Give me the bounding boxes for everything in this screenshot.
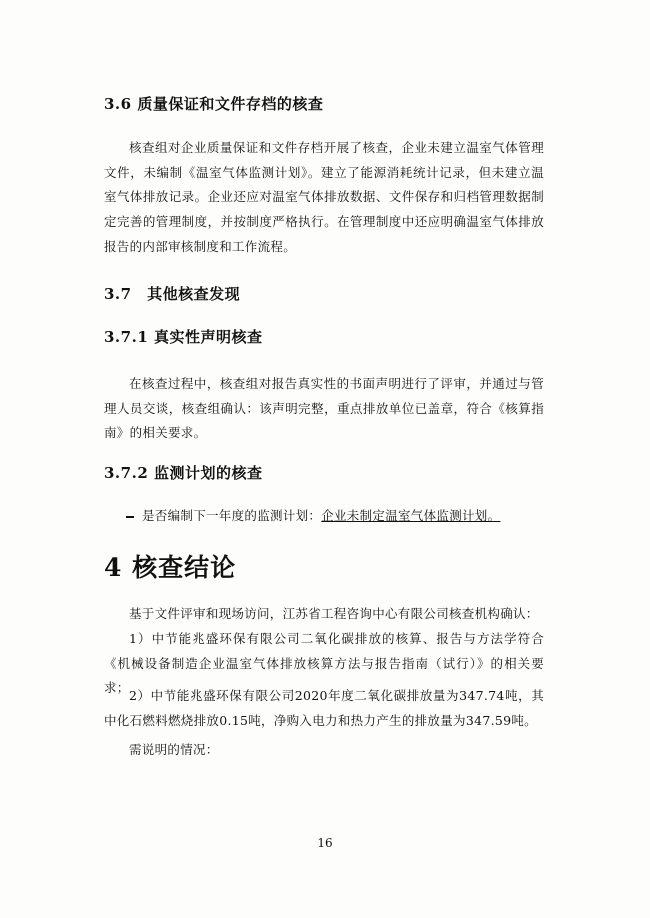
section-3-7-1-heading: 3.7.1 真实性声明核查 xyxy=(104,328,263,346)
conclusion-intro: 基于文件评审和现场访问，江苏省工程咨询中心有限公司核查机构确认： xyxy=(129,606,539,621)
conclusion-item-2: 2）中节能兆盛环保有限公司2020年度二氧化碳排放量为347.74吨，其中化石燃料燃烧排放0.15吨，净购入电力和热力产生的排放量为347.59吨。 xyxy=(104,688,544,728)
bullet-label: 是否编制下一年度的监测计划： xyxy=(142,508,322,523)
page-number: 16 xyxy=(317,836,333,850)
section-3-7-1-paragraph: 在核查过程中，核查组对报告真实性的书面声明进行了评审，并通过与管理人员交谈，核查组确认：该声明完整，重点排放单位已盖章，符合《核算指南》的相关要求。 xyxy=(104,376,544,441)
monitoring-plan-bullet xyxy=(126,506,500,524)
dash-bullet-icon xyxy=(126,516,134,518)
bullet-value: 企业未制定温室气体监测计划。 xyxy=(321,508,501,523)
section-3-7-2-heading: 3.7.2 监测计划的核查 xyxy=(104,464,263,482)
section-3-6-paragraph: 核查组对企业质量保证和文件存档开展了核查，企业未建立温室气体管理文件，未编制《温室气体监测计划》。建立了能源消耗统计记录，但未建立温室气体排放记录。企业还应对温室气体排放数据、文件保存和归档管理数据制定完善的管理制度，并按制度严格执行。在管理制度中还应明确温室气体排放报告的内部审核制度和工作流程。 xyxy=(104,140,544,254)
conclusion-note: 需说明的情况： xyxy=(129,742,219,757)
section-3-7-heading: 3.7 其他核查发现 xyxy=(104,285,241,303)
section-4-heading: 4 核查结论 xyxy=(104,553,237,582)
section-3-6-heading: 3.6 质量保证和文件存档的核查 xyxy=(104,95,324,113)
conclusion-item-1: 1）中节能兆盛环保有限公司二氧化碳排放的核算、报告与方法学符合《机械设备制造企业温室气体排放核算方法与报告指南（试行）》的相关要求； xyxy=(104,631,544,696)
